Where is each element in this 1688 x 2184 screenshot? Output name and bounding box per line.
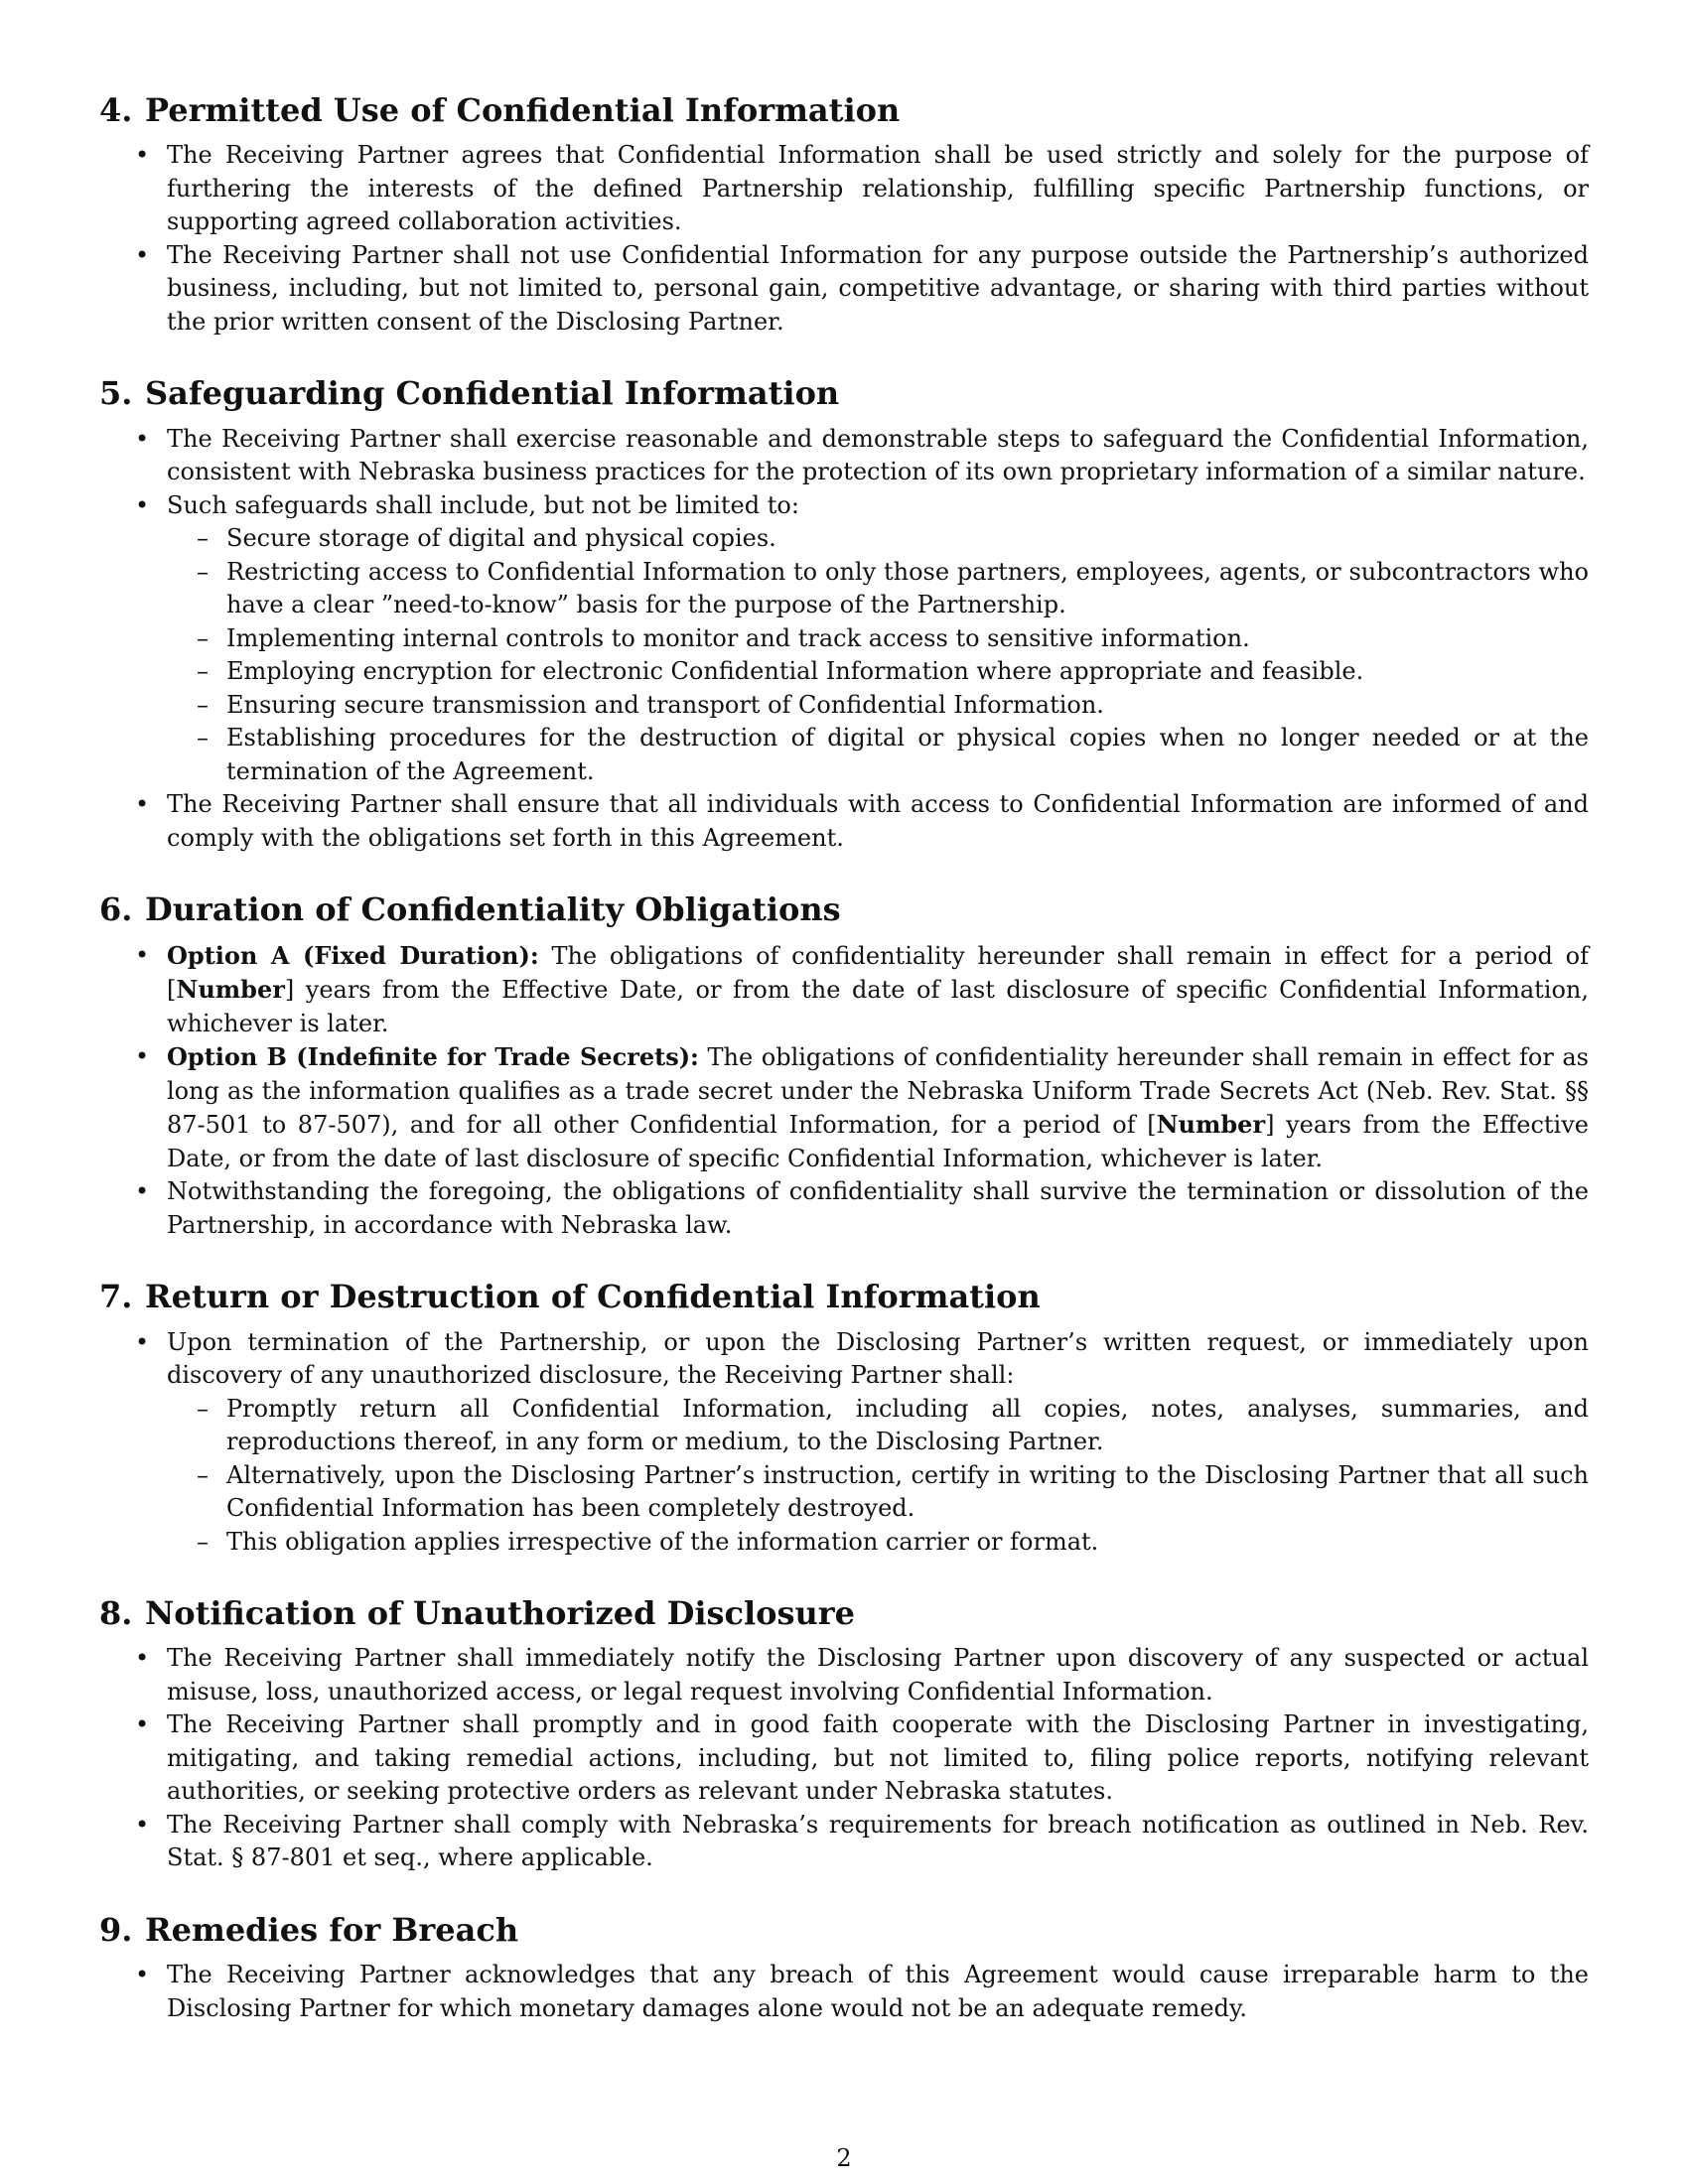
placeholder-number: Number (1156, 1110, 1266, 1140)
section-heading: 8. Notification of Unauthorized Disclosure (99, 1594, 855, 1633)
bullet-list (99, 939, 1589, 1243)
sub-bullet-list (167, 1393, 1589, 1560)
list-item: • The Receiving Partner shall exercise reasonable and demonstrable steps to safeguard the Confidential Information, consistent with Nebraska business practices for the protection of its own proprietary information of a similar nature. (99, 423, 1589, 489)
option-label: Option B (Indefinite for Trade Secrets): (167, 1042, 699, 1072)
list-item: • The Receiving Partner shall not use Confidential Information for any purpose outside the Partnership’s authorized business, including, but not limited to, personal gain, competitive advantage, or sharing with third parties without the prior written consent of the Disclosing Partner. (99, 239, 1589, 340)
bullet-list (99, 139, 1589, 339)
page-number: 2 (836, 2144, 852, 2172)
sub-list-item: – Secure storage of digital and physical copies. (167, 522, 1589, 556)
section-heading: 6. Duration of Confidentiality Obligations (99, 890, 841, 929)
sub-list-item: – Implementing internal controls to monitor and track access to sensitive information. (167, 622, 1589, 656)
list-item: • The Receiving Partner shall promptly and in good faith cooperate with the Disclosing Partner in investigating, mitigating, and taking remedial actions, including, but not limited to, filing police reports, notifying relevant authorities, or seeking protective orders as relevant under Nebraska statutes. (99, 1708, 1589, 1809)
sub-list-item: – This obligation applies irrespective of the information carrier or format. (167, 1526, 1589, 1560)
list-item-option-a: • Option A (Fixed Duration): The obligations of confidentiality hereunder shall remain in effect for a period of [Number] years from the Effective Date, or from the date of last disclosure of specific Confidential Information, whichever is later. (99, 939, 1589, 1041)
list-item: • The Receiving Partner acknowledges that any breach of this Agreement would cause irreparable harm to the Disclosing Partner for which monetary damages alone would not be an adequate remedy. (99, 1959, 1589, 2025)
document-page (99, 91, 1589, 2061)
sub-list-item: – Alternatively, upon the Disclosing Partner’s instruction, certify in writing to the Disclosing Partner that all such Confidential Information has been completely destroyed. (167, 1459, 1589, 1526)
section-4 (99, 91, 1589, 339)
placeholder-number: Number (176, 975, 285, 1005)
bullet-list (99, 1326, 1589, 1560)
section-heading: 9. Remedies for Breach (99, 1910, 519, 1949)
option-label: Option A (Fixed Duration): (167, 940, 539, 970)
list-item-option-b: • Option B (Indefinite for Trade Secrets): The obligations of confidentiality hereunder shall remain in effect for as long as the information qualifies as a trade secret under the Nebraska Uniform Trade Secrets Act (Neb. Rev. Stat. §§ 87-501 to 87-507), and for all other Confidential Information, for a period of [Number] years from the Effective Date, or from the date of last disclosure of specific Confidential Information, whichever is later. (99, 1040, 1589, 1175)
list-item: • The Receiving Partner shall ensure that all individuals with access to Confidential Information are informed of and comply with the obligations set forth in this Agreement. (99, 788, 1589, 855)
sub-list-item: – Employing encryption for electronic Confidential Information where appropriate and feasible. (167, 655, 1589, 689)
section-9 (99, 1911, 1589, 2025)
list-item-text: Such safeguards shall include, but not be limited to: (167, 490, 799, 519)
sub-list-item: – Establishing procedures for the destruction of digital or physical copies when no longer needed or at the termination of the Agreement. (167, 722, 1589, 788)
sub-list-item: – Ensuring secure transmission and transport of Confidential Information. (167, 689, 1589, 723)
section-heading: 7. Return or Destruction of Confidential Information (99, 1278, 1041, 1316)
list-item (99, 489, 1589, 789)
bullet-list (99, 1959, 1589, 2025)
section-8 (99, 1594, 1589, 1875)
bullet-list (99, 1642, 1589, 1875)
sub-bullet-list (167, 522, 1589, 788)
list-item (99, 1326, 1589, 1560)
sub-list-item: – Restricting access to Confidential Information to only those partners, employees, agents, or subcontractors who have a clear ”need-to-know” basis for the purpose of the Partnership. (167, 556, 1589, 622)
sub-list-item: – Promptly return all Confidential Information, including all copies, notes, analyses, summaries, and reproductions thereof, in any form or medium, to the Disclosing Partner. (167, 1393, 1589, 1459)
section-7 (99, 1278, 1589, 1559)
section-6 (99, 890, 1589, 1242)
section-heading: 5. Safeguarding Confidential Information (99, 374, 840, 413)
list-item: • Notwithstanding the foregoing, the obligations of confidentiality shall survive the termination or dissolution of the Partnership, in accordance with Nebraska law. (99, 1175, 1589, 1242)
section-heading: 4. Permitted Use of Confidential Information (99, 91, 901, 129)
section-5 (99, 374, 1589, 855)
list-item-text: Upon termination of the Partnership, or upon the Disclosing Partner’s written request, or immediately upon discovery of any unauthorized disclosure, the Receiving Partner shall: (167, 1327, 1589, 1390)
list-item: • The Receiving Partner shall immediately notify the Disclosing Partner upon discovery of any suspected or actual misuse, loss, unauthorized access, or legal request involving Confidential Information. (99, 1642, 1589, 1708)
list-item: • The Receiving Partner shall comply with Nebraska’s requirements for breach notification as outlined in Neb. Rev. Stat. § 87-801 et seq., where applicable. (99, 1809, 1589, 1875)
bullet-list (99, 423, 1589, 856)
list-item: • The Receiving Partner agrees that Confidential Information shall be used strictly and solely for the purpose of furthering the interests of the defined Partnership relationship, fulfilling specific Partnership functions, or supporting agreed collaboration activities. (99, 139, 1589, 239)
